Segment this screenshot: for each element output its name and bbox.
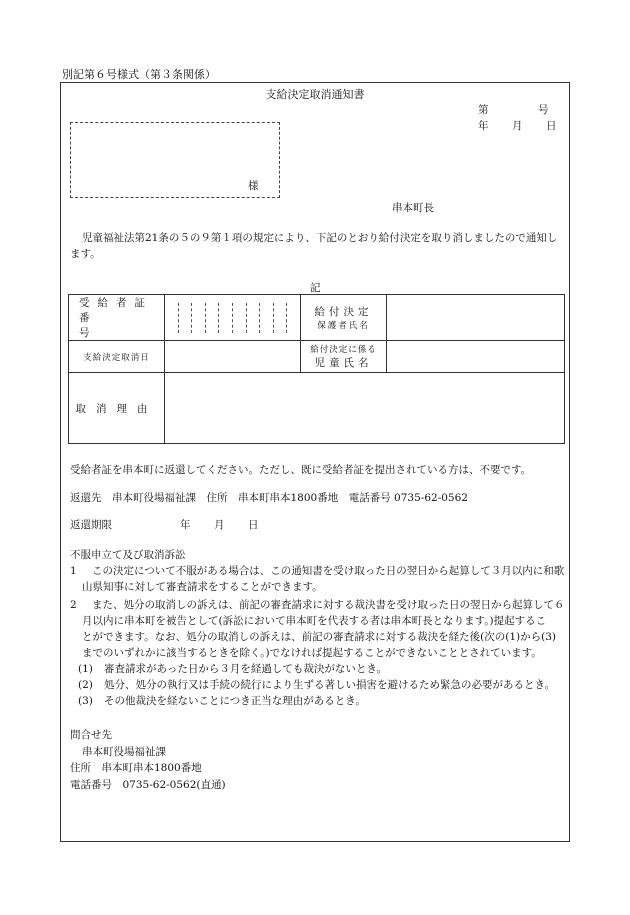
issuer: 串本町長 (392, 202, 434, 214)
contact-org: 串本町役場福祉課 (82, 746, 166, 758)
sub-2-text: 処分、処分の執行又は手続の続行により生ずる著しい損害を避けるため緊急の必要があるとき。 (104, 679, 556, 691)
reason-label: 取消理由 (75, 402, 158, 415)
child-label-line2: 児童氏名 (314, 357, 373, 369)
contact-heading: 問合せ先 (70, 729, 112, 741)
date-year: 年 (478, 120, 489, 132)
digit-box[interactable] (259, 303, 273, 333)
digit-box[interactable] (232, 303, 246, 333)
return-deadline-year: 年 (180, 519, 191, 531)
ki-heading: 記 (310, 282, 321, 294)
appeal-2-line4: までのいずれかに該当するときを除く。)でなければ提起することができないこととされています。 (82, 647, 542, 659)
cancel-date-field[interactable] (165, 341, 301, 373)
child-name-field[interactable] (387, 341, 565, 373)
digit-box[interactable] (246, 303, 260, 333)
return-deadline-label: 返還期限 (70, 519, 112, 531)
recipient-id-digits[interactable] (165, 295, 301, 341)
number-prefix: 第 (478, 104, 489, 116)
contact-phone: 電話番号 0735-62-0562(直通) (70, 779, 226, 791)
digit-box[interactable] (218, 303, 232, 333)
sub-1-num: (1) (78, 663, 93, 675)
appeal-1-line2: 山県知事に対して審査請求をすることができます。 (82, 581, 323, 593)
body-text: 児童福祉法第21条の５の９第１項の規定により、下記のとおり給付決定を取り消しましたので通知します。 (70, 232, 558, 260)
sub-1-text: 審査請求があった日から３月を経過しても裁決がないとき。 (104, 663, 387, 675)
benefit-label-line1: 給付決定 (314, 306, 373, 318)
digit-box[interactable] (165, 303, 178, 333)
appeal-2-num: 2 (70, 599, 77, 611)
appeal-2-line3: とができます。なお、処分の取消しの訴えは、前記の審査請求に対する裁決を経た後(次の(1)から(3) (82, 631, 557, 643)
digit-box[interactable] (205, 303, 219, 333)
appeal-2-line1: また、処分の取消しの訴えは、前記の審査請求に対する裁決書を受け取った日の翌日から起算して６ (92, 599, 565, 611)
number-suffix: 号 (538, 104, 549, 116)
recipient-id-label-line1: 受給者証 (79, 297, 153, 309)
guardian-name-field[interactable] (387, 295, 565, 341)
cancel-date-label-cell (69, 341, 165, 373)
child-label-cell (301, 341, 387, 373)
return-notice: 受給者証を串本町に返還してください。ただし、既に受給者証を提出されている方は、不要です。 (70, 464, 532, 476)
appeal-1-line1: この決定について不服がある場合は、この通知書を受け取った日の翌日から起算して３月以内に和歌 (92, 565, 565, 577)
reason-label-cell (69, 373, 165, 444)
reason-field[interactable] (165, 373, 565, 444)
appeal-2-line2: 月以内に串本町を被告として(訴訟において串本町を代表する者は串本町長となります。)提起するこ (82, 615, 547, 627)
benefit-label-line2: 保護者氏名 (317, 321, 370, 331)
appeal-heading: 不服申立て及び取消訴訟 (70, 549, 186, 561)
date-month: 月 (512, 120, 523, 132)
sub-3-num: (3) (78, 695, 93, 707)
cancel-date-label: 支給決定取消日 (83, 352, 150, 363)
digit-box[interactable] (286, 303, 300, 333)
return-to: 返還先 串本町役場福祉課 住所 串本町串本1800番地 電話番号 0735-62-0562 (70, 492, 468, 504)
benefit-label-cell (301, 295, 387, 341)
recipient-id-label-line2: 番号 (79, 312, 120, 339)
contact-address: 住所 串本町串本1800番地 (70, 762, 202, 774)
form-id: 別記第６号様式（第３条関係） (62, 68, 216, 81)
appeal-1-num: 1 (70, 565, 77, 577)
return-deadline-month: 月 (214, 519, 225, 531)
addressee-suffix: 様 (248, 180, 259, 192)
digit-box[interactable] (178, 303, 192, 333)
sub-3-text: その他裁決を経ないことにつき正当な理由があるとき。 (104, 695, 366, 707)
recipient-id-label-cell (69, 295, 165, 341)
child-label-line1: 給付決定に係る (310, 345, 377, 355)
document-title: 支給決定取消通知書 (265, 88, 365, 101)
sub-2-num: (2) (78, 679, 93, 691)
return-deadline-day: 日 (248, 519, 259, 531)
digit-box[interactable] (273, 303, 287, 333)
date-day: 日 (546, 120, 557, 132)
digit-box[interactable] (191, 303, 205, 333)
decision-table (68, 294, 565, 444)
